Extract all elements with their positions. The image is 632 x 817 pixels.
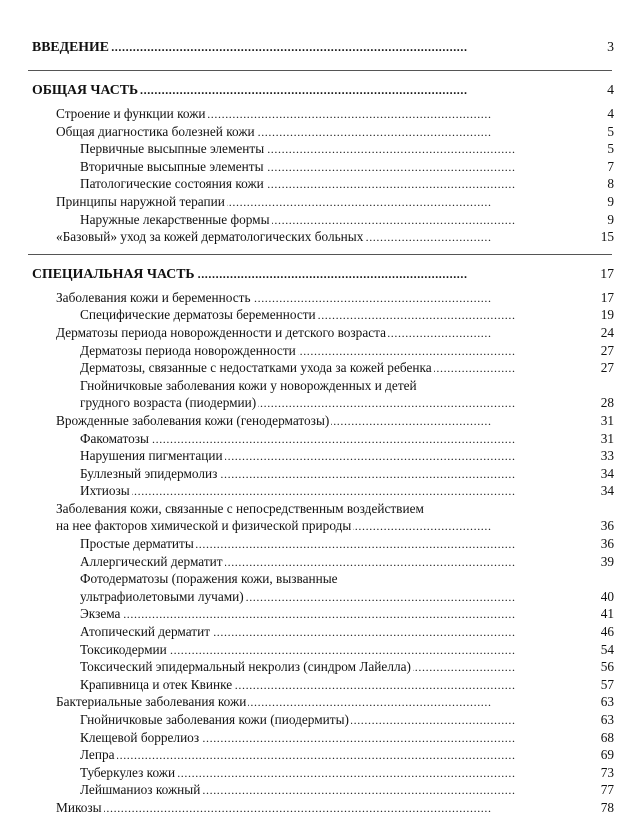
toc-entry-title: Общая диагностика болезней кожи (56, 123, 255, 139)
toc-entry (0, 359, 632, 377)
toc-page-number: 5 (607, 123, 614, 139)
toc-entry (0, 605, 632, 623)
toc-entry-title: Микозы (56, 799, 102, 815)
toc-page-number: 17 (600, 265, 614, 281)
dot-leader (32, 36, 588, 58)
toc-page-number: 34 (600, 465, 614, 481)
toc-page-number: 63 (600, 694, 614, 710)
toc-entry (0, 676, 632, 694)
toc-entry (0, 658, 632, 676)
toc-entry-title: Вторичные высыпные элементы (80, 158, 264, 174)
toc-page-number: 9 (607, 193, 614, 209)
toc-entry-title: Гнойничковые заболевания кожи (пиодермиты) (80, 712, 349, 727)
toc-entry (0, 781, 632, 799)
toc-entry-title: Туберкулез кожи (80, 764, 176, 780)
toc-entry-title: Лейшманиоз кожный (80, 782, 201, 798)
toc-entry (0, 465, 632, 483)
toc-entry (0, 105, 632, 123)
toc-page-number: 46 (600, 624, 614, 640)
toc-page-number: 7 (607, 158, 614, 174)
dot-leader (80, 605, 588, 623)
toc-entry-title: Дерматозы периода новорожденности (80, 342, 296, 358)
toc-page-number: 69 (600, 747, 614, 763)
dot-leader (56, 799, 588, 817)
toc-page-number: 36 (600, 518, 614, 534)
toc-entry (0, 482, 632, 500)
toc-page-number: 41 (600, 606, 614, 622)
toc-entry-title: Аллергический дерматит (80, 553, 223, 569)
toc-entry (0, 211, 632, 229)
toc-page-number: 56 (600, 659, 614, 675)
toc-page-number: 77 (600, 782, 614, 798)
toc-page-number: 24 (600, 324, 614, 340)
toc-entry (0, 228, 632, 246)
toc-entry (0, 623, 632, 641)
toc-page-number: 68 (600, 729, 614, 745)
toc-entry (0, 306, 632, 324)
toc-entry-title: Заболевания кожи и беременность (56, 289, 251, 305)
toc-page-number: 15 (600, 229, 614, 245)
toc-entry (0, 500, 632, 518)
toc-entry-title: Крапивница и отек Квинке (80, 676, 233, 692)
toc-entry (0, 430, 632, 448)
toc-entry (0, 394, 632, 412)
toc-page-number: 36 (600, 536, 614, 552)
toc-entry (0, 711, 632, 729)
toc-entry-title: ультрафиолетовыми лучами) (80, 588, 244, 604)
toc-entry (0, 342, 632, 360)
toc-page-number: 5 (607, 141, 614, 157)
toc-page-number: 78 (600, 799, 614, 815)
toc-entry (0, 377, 632, 395)
toc-entry-title: Первичные высыпные элементы (80, 141, 265, 157)
toc-page-number: 9 (607, 211, 614, 227)
toc-page-number: 3 (607, 39, 614, 54)
toc-entry (0, 570, 632, 588)
toc-entry-title: Буллезный эпидермолиз (80, 465, 218, 481)
toc-entry-title: Лепра (80, 747, 115, 763)
toc-entry (0, 289, 632, 307)
toc-page-number: 19 (600, 307, 614, 323)
toc-entry (0, 641, 632, 659)
toc-entry (0, 535, 632, 553)
toc-entry (0, 158, 632, 176)
toc-entry-title: Нарушения пигментации (80, 448, 223, 464)
toc-page-number: 33 (600, 448, 614, 464)
toc-entry-title: Ихтиозы (80, 483, 130, 499)
toc-section-heading (0, 36, 632, 58)
toc-entry (0, 729, 632, 747)
toc-entry (0, 324, 632, 342)
toc-entry-title: Токсикодермии (80, 641, 167, 657)
toc-page-number: 28 (600, 395, 614, 411)
toc-entry-title: ОБЩАЯ ЧАСТЬ (32, 79, 140, 101)
toc-entry (0, 517, 632, 535)
toc-entry-title: СПЕЦИАЛЬНАЯ ЧАСТЬ (32, 263, 197, 285)
toc-page-number: 63 (600, 712, 614, 727)
toc-page-number: 4 (607, 82, 614, 97)
toc-entry (0, 693, 632, 711)
toc-page-number: 31 (600, 430, 614, 446)
toc-entry (0, 553, 632, 571)
toc-entry-title: Атопический дерматит (80, 624, 211, 640)
toc-entry-title: Специфические дерматозы беременности (80, 307, 316, 323)
toc-entry-title: Бактериальные заболевания кожи (56, 694, 247, 710)
toc-entry-title: Фотодерматозы (поражения кожи, вызванные (80, 571, 338, 587)
dot-leader (80, 482, 588, 500)
toc-page-number: 4 (607, 106, 614, 121)
toc-entry-title: Принципы наружной терапии (56, 193, 225, 209)
toc-entry-title: ВВЕДЕНИЕ (32, 36, 111, 58)
toc-page-number: 39 (600, 553, 614, 569)
toc-entry-title: Заболевания кожи, связанные с непосредственным воздействием (56, 500, 424, 516)
dot-leader (80, 746, 588, 764)
toc-entry-title: Патологические состояния кожи (80, 176, 264, 192)
toc-entry-title: Наружные лекарственные формы (80, 211, 270, 227)
toc-entry-title: Простые дерматиты (80, 536, 194, 552)
toc-entry (0, 140, 632, 158)
toc-page-number: 27 (600, 360, 614, 376)
toc-entry (0, 746, 632, 764)
toc-section-heading (0, 263, 632, 285)
toc-page-number: 8 (607, 176, 614, 192)
toc-page-number: 31 (600, 412, 614, 428)
toc-entry (0, 447, 632, 465)
toc-page-number: 40 (600, 588, 614, 604)
toc-page-number: 57 (600, 676, 614, 692)
toc-entry (0, 175, 632, 193)
toc-entry-title: грудного возраста (пиодермии) (80, 395, 257, 411)
toc-section-heading (0, 79, 632, 101)
toc-entry (0, 123, 632, 141)
toc-entry (0, 588, 632, 606)
toc-page-number: 34 (600, 483, 614, 499)
toc-entry-title: на нее факторов химической и физической природы (56, 518, 352, 534)
toc-page-number: 17 (600, 289, 614, 305)
toc-page-number: 27 (600, 342, 614, 358)
toc-page-number: 73 (600, 764, 614, 780)
toc-entry-title: Дерматозы, связанные с недостатками ухода за кожей ребенка (80, 360, 432, 376)
toc-entry-title: Экзема (80, 606, 121, 622)
toc-entry-title: Токсический эпидермальный некролиз (синдром Лайелла) (80, 659, 411, 675)
toc-entry-title: Строение и функции кожи (56, 106, 206, 121)
dot-leader (80, 430, 588, 448)
toc-entry-title: Дерматозы периода новорожденности и детского возраста (56, 324, 387, 340)
toc-entry (0, 412, 632, 430)
toc-entry (0, 764, 632, 782)
toc-page-number: 54 (600, 641, 614, 657)
toc-entry-title: «Базовый» уход за кожей дерматологических больных (56, 229, 364, 245)
toc-entry-title: Гнойничковые заболевания кожи у новорожденных и детей (80, 377, 417, 393)
toc-entry (0, 799, 632, 817)
table-of-contents (0, 36, 632, 817)
toc-entry-title: Врожденные заболевания кожи (генодерматозы) (56, 412, 330, 428)
toc-entry-title: Клещевой боррелиоз (80, 729, 200, 745)
toc-entry-title: Факоматозы (80, 430, 149, 446)
toc-entry (0, 193, 632, 211)
